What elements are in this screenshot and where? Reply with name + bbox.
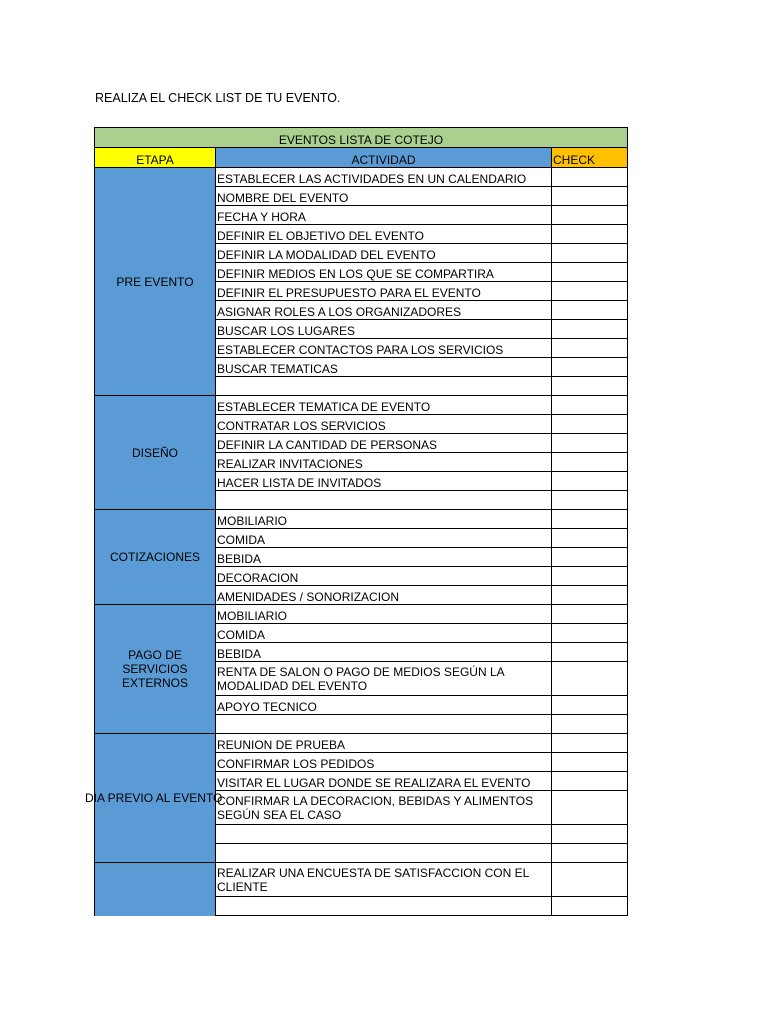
stage-cell: DIA PREVIO AL EVENTO (95, 734, 216, 863)
table-header-row (95, 148, 628, 168)
activity-cell: DECORACION (216, 567, 552, 586)
activity-cell: REALIZAR UNA ENCUESTA DE SATISFACCION CON EL CLIENTE (216, 863, 552, 897)
check-cell[interactable] (552, 662, 628, 696)
activity-cell: COMIDA (216, 529, 552, 548)
activity-cell: MOBILIARIO (216, 605, 552, 624)
activity-cell: DEFINIR LA MODALIDAD DEL EVENTO (216, 244, 552, 263)
stage-cell (95, 863, 216, 916)
activity-cell (216, 825, 552, 844)
activity-cell: REUNION DE PRUEBA (216, 734, 552, 753)
check-cell[interactable] (552, 320, 628, 339)
activity-cell: REALIZAR INVITACIONES (216, 453, 552, 472)
check-cell[interactable] (552, 510, 628, 529)
check-cell[interactable] (552, 844, 628, 863)
header-actividad: ACTIVIDAD (216, 148, 552, 168)
activity-cell: NOMBRE DEL EVENTO (216, 187, 552, 206)
header-etapa: ETAPA (95, 148, 216, 168)
stage-cell: PAGO DE SERVICIOS EXTERNOS (95, 605, 216, 734)
check-cell[interactable] (552, 491, 628, 510)
activity-cell: ESTABLECER TEMATICA DE EVENTO (216, 396, 552, 415)
activity-cell: DEFINIR MEDIOS EN LOS QUE SE COMPARTIRA (216, 263, 552, 282)
check-cell[interactable] (552, 206, 628, 225)
check-cell[interactable] (552, 753, 628, 772)
activity-cell: BEBIDA (216, 548, 552, 567)
activity-cell: RENTA DE SALON O PAGO DE MEDIOS SEGÚN LA MODALIDAD DEL EVENTO (216, 662, 552, 696)
stage-cell: DISEÑO (95, 396, 216, 510)
check-cell[interactable] (552, 225, 628, 244)
check-cell[interactable] (552, 772, 628, 791)
check-cell[interactable] (552, 453, 628, 472)
check-cell[interactable] (552, 377, 628, 396)
check-cell[interactable] (552, 734, 628, 753)
check-cell[interactable] (552, 358, 628, 377)
header-check: CHECK (552, 148, 628, 168)
check-cell[interactable] (552, 282, 628, 301)
table-row (95, 510, 628, 529)
check-cell[interactable] (552, 715, 628, 734)
activity-cell: CONFIRMAR LOS PEDIDOS (216, 753, 552, 772)
activity-cell: DEFINIR LA CANTIDAD DE PERSONAS (216, 434, 552, 453)
table-row (95, 863, 628, 897)
activity-cell: BEBIDA (216, 643, 552, 662)
activity-cell (216, 897, 552, 916)
check-cell[interactable] (552, 472, 628, 491)
instruction-text: REALIZA EL CHECK LIST DE TU EVENTO. (95, 91, 341, 105)
table-row (95, 168, 628, 187)
activity-cell (216, 491, 552, 510)
activity-cell: DEFINIR EL OBJETIVO DEL EVENTO (216, 225, 552, 244)
check-cell[interactable] (552, 396, 628, 415)
table-title: EVENTOS LISTA DE COTEJO (95, 128, 628, 148)
check-cell[interactable] (552, 897, 628, 916)
activity-cell: BUSCAR LOS LUGARES (216, 320, 552, 339)
check-cell[interactable] (552, 529, 628, 548)
stage-cell: PRE EVENTO (95, 168, 216, 396)
check-cell[interactable] (552, 624, 628, 643)
activity-cell: DEFINIR EL PRESUPUESTO PARA EL EVENTO (216, 282, 552, 301)
activity-cell: ESTABLECER LAS ACTIVIDADES EN UN CALENDARIO (216, 168, 552, 187)
activity-cell (216, 715, 552, 734)
check-cell[interactable] (552, 434, 628, 453)
check-cell[interactable] (552, 263, 628, 282)
activity-cell: APOYO TECNICO (216, 696, 552, 715)
stage-cell: COTIZACIONES (95, 510, 216, 605)
check-cell[interactable] (552, 187, 628, 206)
activity-cell: AMENIDADES / SONORIZACION (216, 586, 552, 605)
check-cell[interactable] (552, 567, 628, 586)
check-cell[interactable] (552, 168, 628, 187)
activity-cell: ASIGNAR ROLES A LOS ORGANIZADORES (216, 301, 552, 320)
activity-cell: ESTABLECER CONTACTOS PARA LOS SERVICIOS (216, 339, 552, 358)
activity-cell: CONTRATAR LOS SERVICIOS (216, 415, 552, 434)
activity-cell: CONFIRMAR LA DECORACION, BEBIDAS Y ALIMENTOS SEGÚN SEA EL CASO (216, 791, 552, 825)
table-row (95, 605, 628, 624)
check-cell[interactable] (552, 244, 628, 263)
table-row (95, 396, 628, 415)
activity-cell: VISITAR EL LUGAR DONDE SE REALIZARA EL EVENTO (216, 772, 552, 791)
check-cell[interactable] (552, 863, 628, 897)
check-cell[interactable] (552, 791, 628, 825)
check-cell[interactable] (552, 825, 628, 844)
table-title-row (95, 128, 628, 148)
check-cell[interactable] (552, 586, 628, 605)
checklist-table (85, 127, 628, 916)
check-cell[interactable] (552, 301, 628, 320)
activity-cell: FECHA Y HORA (216, 206, 552, 225)
activity-cell: HACER LISTA DE INVITADOS (216, 472, 552, 491)
check-cell[interactable] (552, 605, 628, 624)
table-row (95, 734, 628, 753)
activity-cell (216, 844, 552, 863)
check-cell[interactable] (552, 696, 628, 715)
check-cell[interactable] (552, 643, 628, 662)
check-cell[interactable] (552, 339, 628, 358)
activity-cell (216, 377, 552, 396)
check-cell[interactable] (552, 548, 628, 567)
activity-cell: MOBILIARIO (216, 510, 552, 529)
check-cell[interactable] (552, 415, 628, 434)
activity-cell: BUSCAR TEMATICAS (216, 358, 552, 377)
activity-cell: COMIDA (216, 624, 552, 643)
